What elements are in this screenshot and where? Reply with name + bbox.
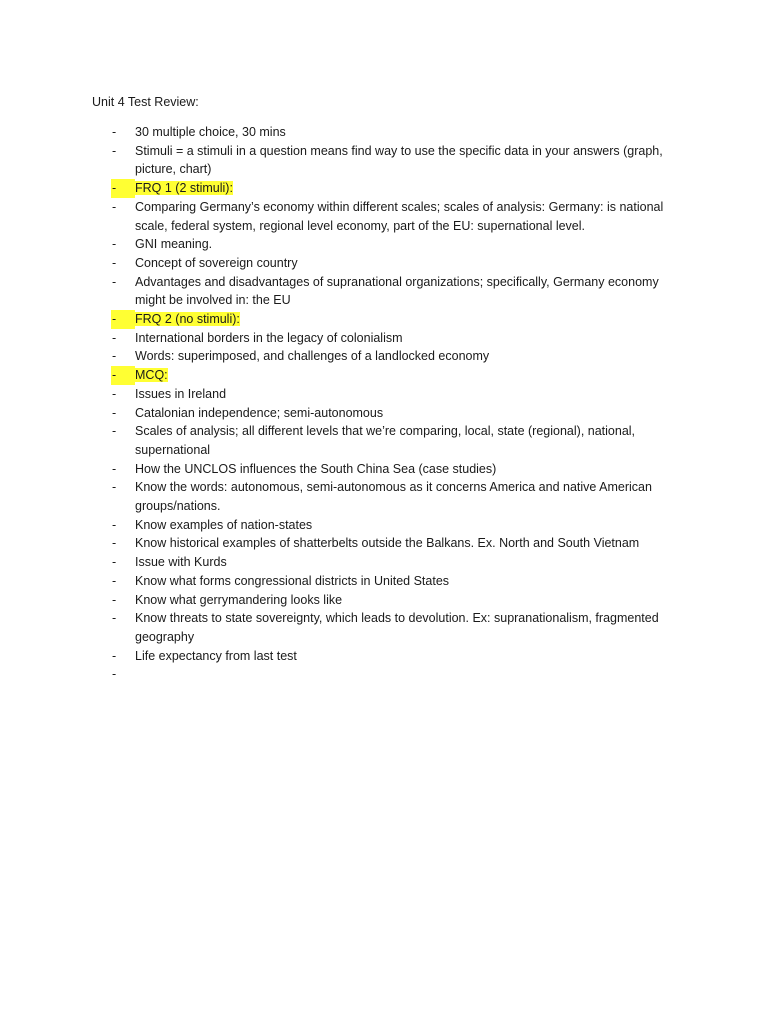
list-item-text-wrap — [135, 516, 692, 535]
bullet-dash: - — [112, 536, 117, 551]
list-item-text-wrap — [135, 254, 692, 273]
bullet-dash: - — [112, 199, 117, 214]
list-item — [92, 198, 692, 235]
bullet-dash: - — [112, 349, 117, 364]
list-item-text-wrap — [135, 572, 692, 591]
list-item — [92, 142, 692, 179]
list-item-text: Know historical examples of shatterbelts outside the Balkans. Ex. North and South Vietnam — [135, 536, 640, 551]
list-item-text-wrap — [135, 366, 692, 385]
list-item — [92, 591, 692, 610]
list-item-text: International borders in the legacy of colonialism — [135, 330, 403, 345]
bullet-dash: - — [112, 274, 117, 289]
bullet-dash: - — [112, 424, 117, 439]
list-item-text: Catalonian independence; semi-autonomous — [135, 405, 384, 420]
list-item-text: FRQ 1 (2 stimuli): — [135, 181, 233, 196]
list-item — [92, 329, 692, 348]
list-item — [92, 235, 692, 254]
bullet-dash: - — [112, 405, 117, 420]
document-title: Unit 4 Test Review: — [92, 95, 199, 109]
list-item-text-wrap — [135, 235, 692, 254]
list-item-text: How the UNCLOS influences the South China Sea (case studies) — [135, 461, 497, 476]
list-item-text-wrap — [135, 123, 692, 142]
bullet-dash: - — [112, 648, 117, 663]
list-item-text-wrap — [135, 422, 692, 459]
list-item — [92, 534, 692, 553]
bullet-dash: - — [112, 237, 117, 252]
list-item-text: Issue with Kurds — [135, 555, 227, 570]
bullet-dash: - — [112, 255, 117, 270]
list-item-text-wrap — [135, 647, 692, 666]
list-item-text-wrap — [135, 273, 692, 310]
list-item — [92, 123, 692, 142]
list-item — [92, 422, 692, 459]
bullet-dash: - — [112, 386, 117, 401]
list-item-text-wrap — [135, 404, 692, 423]
list-item-text: Scales of analysis; all different levels that we’re comparing, local, state (regional), national, supernational — [135, 424, 636, 457]
section-heading-item — [92, 366, 692, 385]
list-item-text: Life expectancy from last test — [135, 648, 297, 663]
section-heading-item — [92, 310, 692, 329]
list-item — [92, 254, 692, 273]
list-item — [92, 516, 692, 535]
bullet-dash: - — [112, 517, 117, 532]
bullet-dash: - — [112, 143, 117, 158]
bullet-dash: - — [112, 592, 117, 607]
bullet-dash: - — [112, 125, 117, 139]
list-item — [92, 385, 692, 404]
list-item-text-wrap — [135, 460, 692, 479]
list-item-text: Know examples of nation-states — [135, 517, 313, 532]
list-item-text: Words: superimposed, and challenges of a landlocked economy — [135, 349, 490, 364]
list-item-text: GNI meaning. — [135, 237, 213, 252]
list-item — [92, 665, 692, 684]
list-item — [92, 347, 692, 366]
bullet-dash: - — [112, 461, 117, 476]
list-item — [92, 553, 692, 572]
list-item-text-wrap — [135, 385, 692, 404]
bullet-dash: - — [112, 330, 117, 345]
list-item-text-wrap — [135, 179, 692, 198]
list-item — [92, 572, 692, 591]
bullet-dash: - — [112, 480, 117, 495]
list-item-text: Know the words: autonomous, semi-autonomous as it concerns America and native American groups/nations. — [135, 480, 652, 514]
list-item-text: Know what forms congressional districts in United States — [135, 573, 450, 588]
list-item-text-wrap — [135, 310, 692, 329]
list-item — [92, 647, 692, 666]
list-item-text: Stimuli = a stimuli in a question means find way to use the specific data in your answers (graph, picture, chart) — [135, 143, 663, 177]
list-item — [92, 460, 692, 479]
list-item-text: Know threats to state sovereignty, which leads to devolution. Ex: supranationalism, fragmented geography — [135, 611, 659, 644]
list-item — [92, 273, 692, 310]
list-item-text: Concept of sovereign country — [135, 255, 298, 270]
bullet-dash: - — [112, 573, 117, 588]
list-item-text: Issues in Ireland — [135, 386, 227, 401]
list-item-text-wrap — [135, 198, 692, 235]
list-item-text: Know what gerrymandering looks like — [135, 592, 343, 607]
bullet-dash: - — [112, 667, 117, 682]
list-item-text: Advantages and disadvantages of supranational organizations; specifically, Germany economy might be involved in: the EU — [135, 274, 659, 308]
bullet-dash: - — [112, 555, 117, 570]
list-item-text-wrap — [135, 347, 692, 366]
list-item — [92, 609, 692, 646]
list-item-text-wrap — [135, 534, 692, 553]
list-item-text-wrap — [135, 553, 692, 572]
list-item-text-wrap — [135, 142, 692, 179]
document-body — [92, 93, 692, 684]
list-item-text-wrap — [135, 329, 692, 348]
bullet-dash: - — [112, 611, 117, 626]
list-item-text-wrap — [135, 591, 692, 610]
list-item-text-wrap — [135, 478, 692, 515]
bullet-dash: - — [92, 366, 135, 385]
list-item-text-wrap — [135, 609, 692, 646]
bullet-dash: - — [92, 310, 135, 329]
list-item — [92, 404, 692, 423]
list-item-text: Comparing Germany’s economy within different scales; scales of analysis: Germany: is national scale, federal system, regional level economy, part of the EU: supernational level. — [135, 199, 664, 233]
list-item — [92, 478, 692, 515]
list-item-text: FRQ 2 (no stimuli): — [135, 312, 240, 327]
section-heading-item — [92, 179, 692, 198]
list-item-text-wrap — [135, 665, 692, 684]
list-item-text: MCQ: — [135, 368, 168, 383]
list-item-text: 30 multiple choice, 30 mins — [135, 125, 286, 139]
review-bullet-list — [92, 123, 692, 684]
bullet-dash: - — [92, 179, 135, 198]
